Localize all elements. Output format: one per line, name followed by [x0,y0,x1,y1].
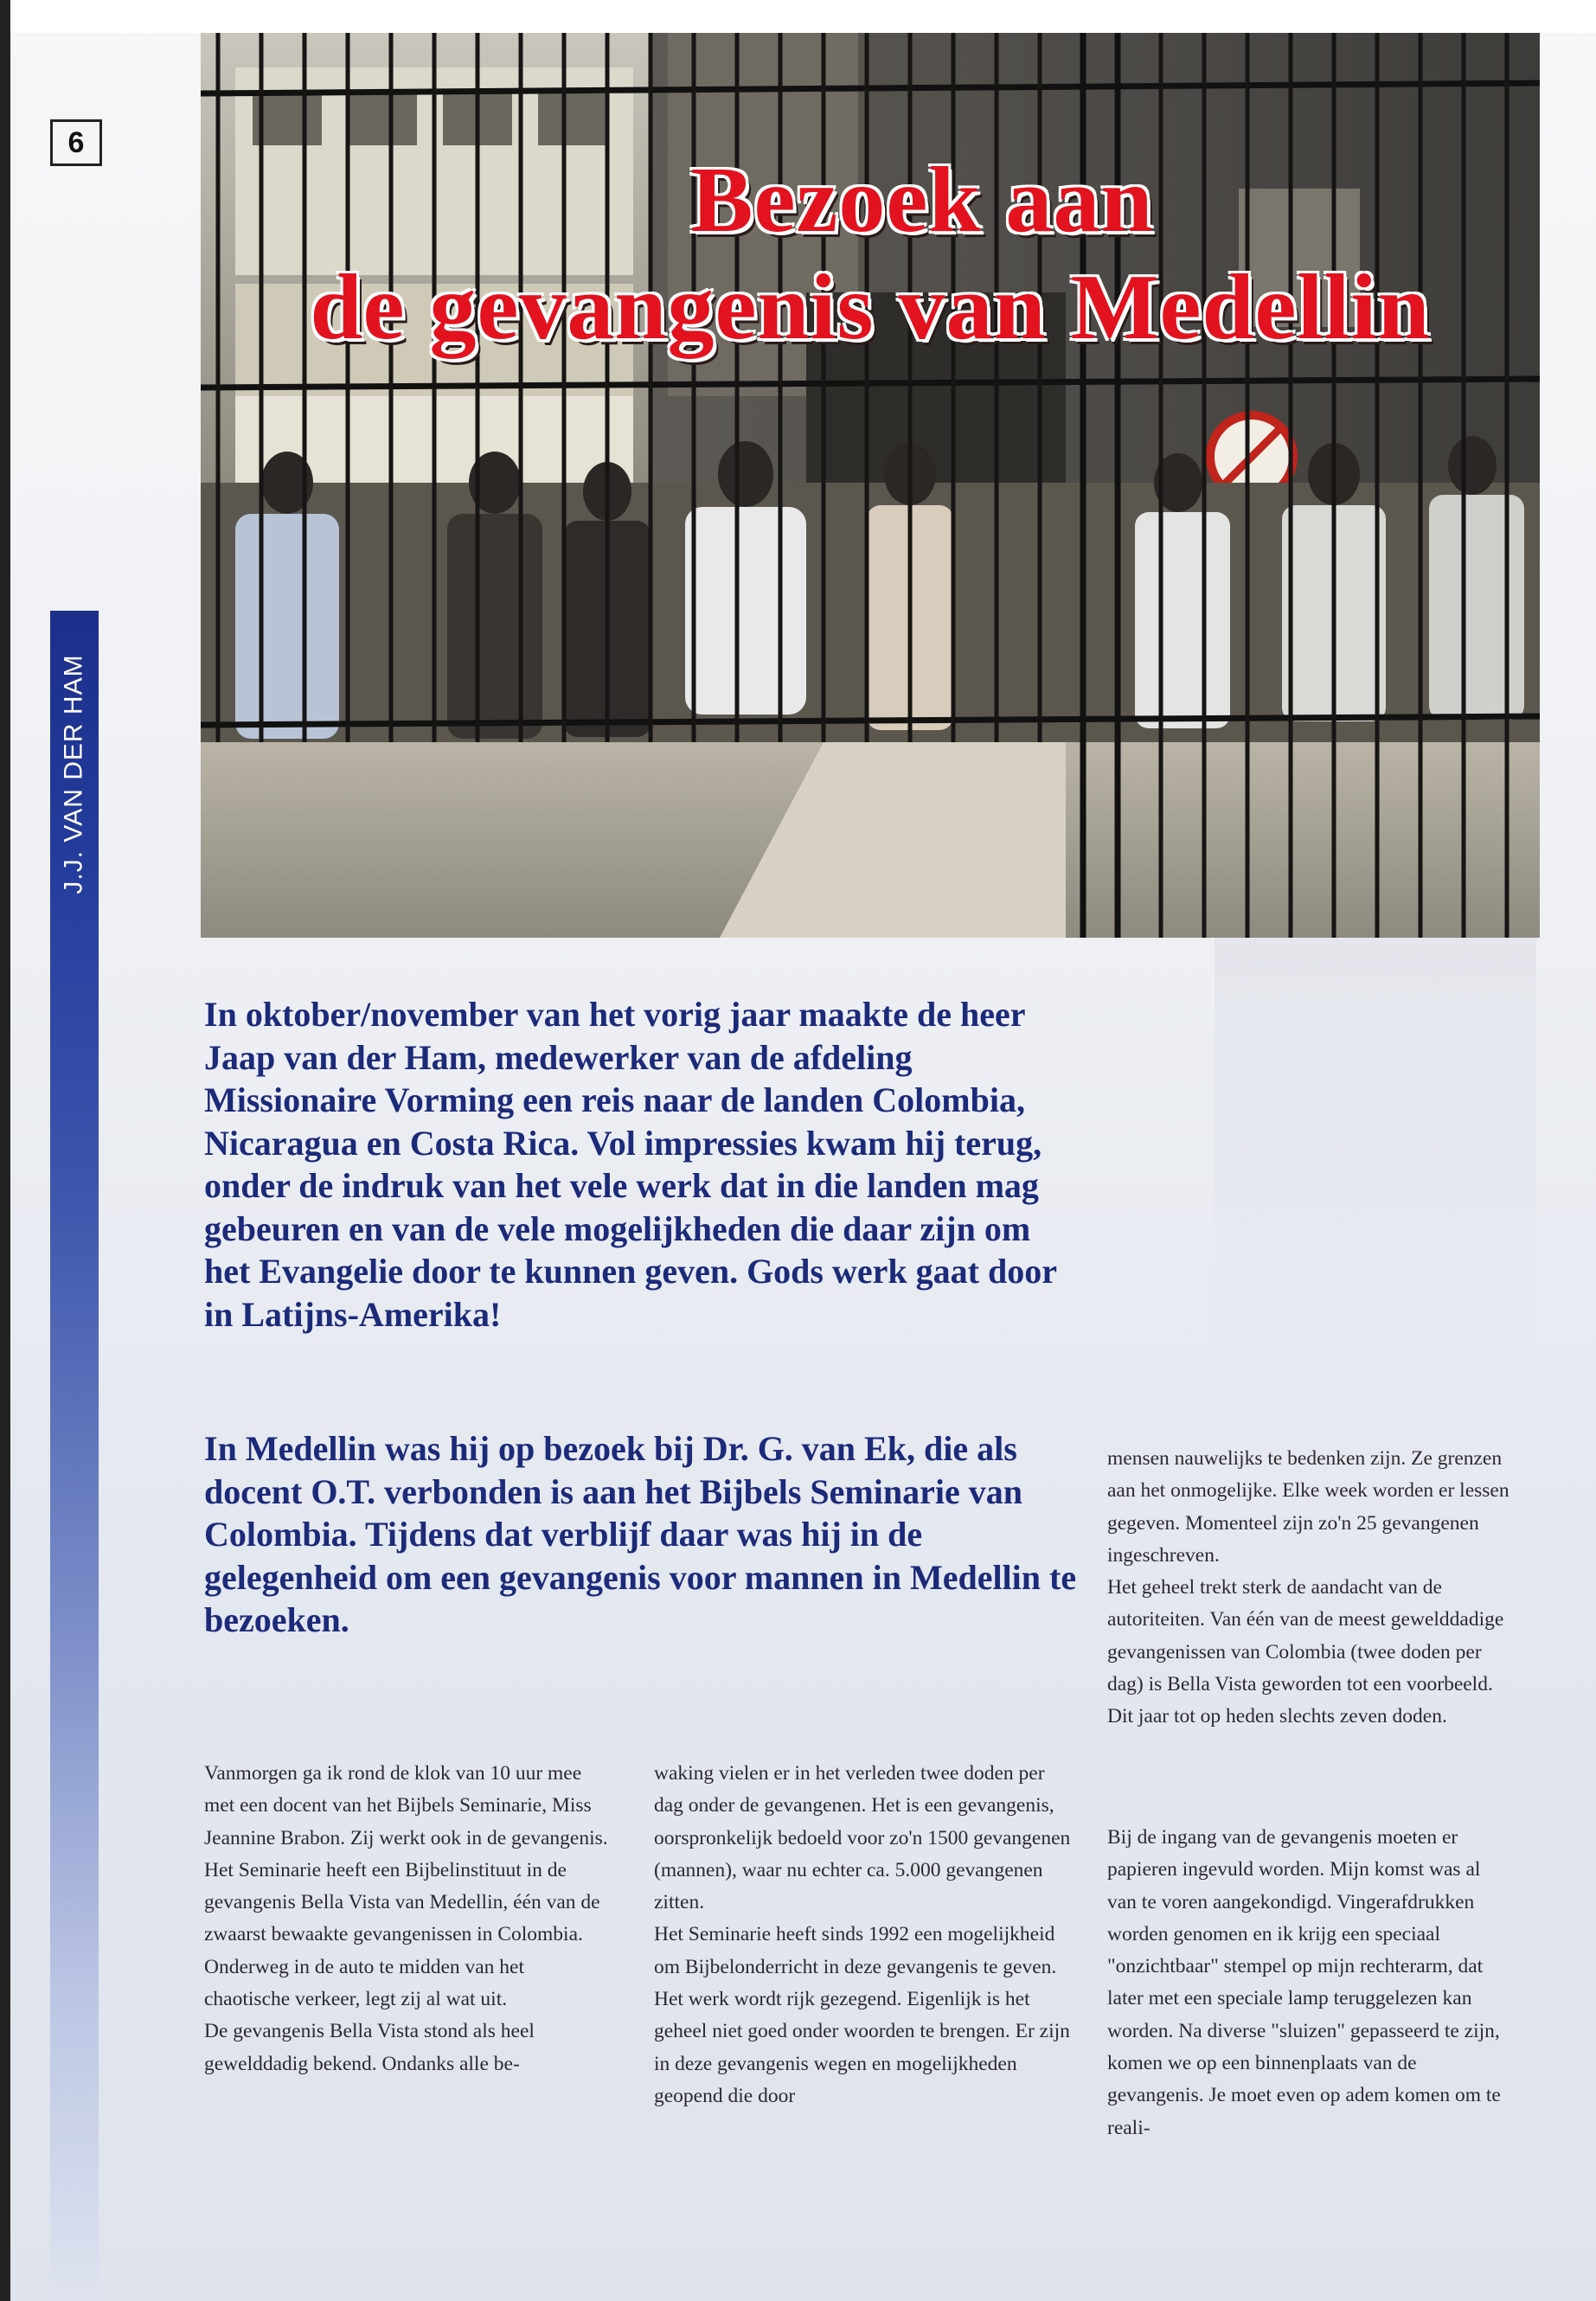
author-name: J.J. VAN DER HAM [60,654,89,894]
body-column-3-top [1107,1443,1514,1734]
page-number: 6 [50,119,102,166]
author-label-wrap [50,640,99,908]
background-texture [1215,938,1536,1388]
top-margin [0,0,1596,33]
body-paragraph: Het Seminarie heeft sinds 1992 een mogelijkheid om Bijbelonderricht in deze gevangenis te geven. Het werk wordt rijk gezegend. Eigenlijk is het geheel niet goed onder woorden te brengen. Er zijn in deze gevangenis wegen en mogelijkheden geopend die door [654,1923,1070,2107]
body-column-1 [204,1758,611,2080]
body-paragraph: Het geheel trekt sterk de aandacht van de autoriteiten. Van één van de meest gewelddadige gevangenissen van Colombia (twee doden per dag) is Bella Vista geworden tot een voorbeeld. Dit jaar tot op heden slechts zeven doden. [1107,1576,1504,1728]
body-paragraph: De gevangenis Bella Vista stond als heel gewelddadig bekend. Ondanks alle be- [204,2020,535,2075]
body-column-3-bottom [1107,1822,1514,2144]
body-column-2 [654,1758,1074,2112]
body-paragraph: Bij de ingang van de gevangenis moeten er papieren ingevuld worden. Mijn komst was al van te voren aangekondigd. Vingerafdrukken worden genomen en ik krijg een speciaal "onzichtbaar" stempel op mijn rechterarm, dat later met een speciale lamp teruggelezen kan worden. Na diverse "sluizen" gepasseerd te zijn, komen we op een binnenplaats van de gevangenis. Je moet even op adem komen om te reali- [1107,1826,1501,2139]
body-paragraph: waking vielen er in het verleden twee doden per dag onder de gevangenen. Het is een gevangenis, oorspronkelijk bedoeld voor zo'n 1500 gevangenen (mannen), waar nu echter ca. 5.000 gevangenen zitten. [654,1762,1071,1914]
scan-edge [0,0,10,2301]
headline [201,147,1540,362]
body-paragraph: mensen nauwelijks te bedenken zijn. Ze grenzen aan het onmogelijke. Elke week worden er lessen gegeven. Momenteel zijn zo'n 25 gevangenen ingeschreven. [1107,1447,1509,1567]
body-paragraph: Vanmorgen ga ik rond de klok van 10 uur mee met een docent van het Bijbels Seminarie, Miss Jeannine Brabon. Zij werkt ook in de gevangenis. Het Seminarie heeft een Bijbelinstituut in de gevangenis Bella Vista van Medellin, één van de zwaarst bewaakte gevangenissen in Colombia. [204,1762,608,1946]
intro-paragraph: In oktober/november van het vorig jaar maakte de heer Jaap van der Ham, medewerker van de afdeling Missionaire Vorming een reis naar de landen Colombia, Nicaragua en Costa Rica. Vol impressies kwam hij terug, onder de indruk van het vele werk dat in die landen mag gebeuren en van de vele mogelijkheden die daar zijn om het Evangelie door te kunnen geven. Gods werk gaat door in Latijns-Amerika! [204,995,1057,1334]
body-paragraph: Onderweg in de auto te midden van het chaotische verkeer, legt zij al wat uit. [204,1955,525,2011]
headline-line-1: Bezoek aan [690,149,1154,252]
headline-line-2: de gevangenis van Medellin [310,256,1431,359]
lead-paragraph: In Medellin was hij op bezoek bij Dr. G. van Ek, die als docent O.T. verbonden is aan het Bijbels Seminarie van Colombia. Tijdens dat verblijf daar was hij in de gelegenheid om een gevangenis voor mannen in Medellin te bezoeken. [204,1429,1077,1639]
